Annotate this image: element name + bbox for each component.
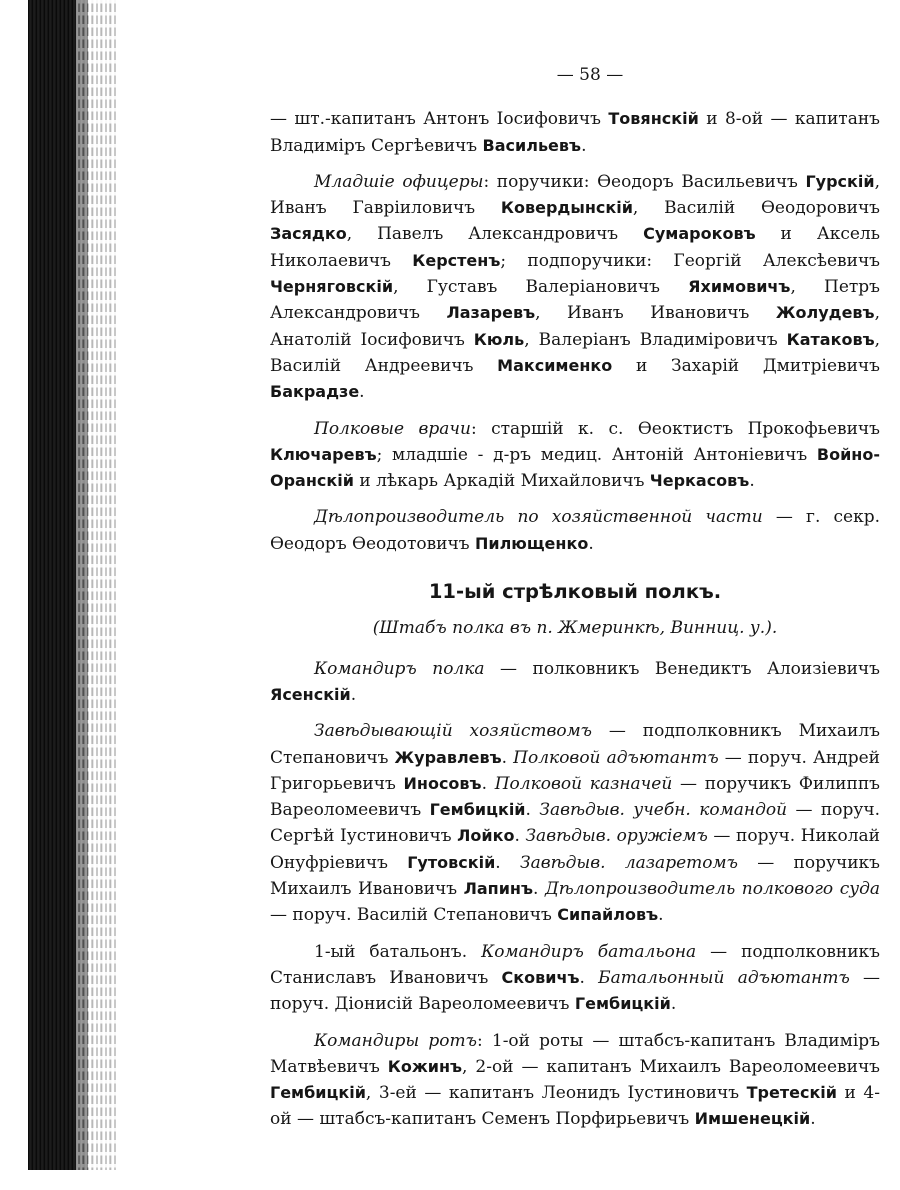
text-run: : поручики: Ѳеодоръ Васильевичъ <box>483 171 806 192</box>
text-run: , Валеріанъ Владиміровичъ <box>524 329 787 350</box>
text-run: . <box>588 533 594 554</box>
text-run: и лѣкарь Аркадій Михайловичъ <box>353 471 650 492</box>
text-run: — поручикъ Филиппъ Вареоломеевичъ <box>270 773 880 821</box>
person-surname: Ключаревъ <box>270 444 377 464</box>
person-surname: Гембицкій <box>270 1083 366 1103</box>
paragraph <box>270 718 880 928</box>
binding-shadow <box>76 0 116 1170</box>
text-run: ; подпоручики: Георгій Алексѣевичъ <box>500 250 880 271</box>
text-run: . <box>495 852 520 873</box>
position-title: Полковой адъютантъ <box>513 747 719 768</box>
person-surname: Жолудевъ <box>775 303 875 323</box>
text-run: — г. секр. Ѳеодоръ Ѳеодотовичъ <box>270 507 880 554</box>
person-surname: Яхимовичъ <box>688 277 791 297</box>
person-surname: Гурскій <box>805 171 875 191</box>
position-title: Младшіе офицеры <box>314 171 484 192</box>
text-run: . <box>579 967 599 988</box>
text-run: . <box>359 382 365 403</box>
text-run: . <box>670 994 677 1015</box>
text-run: — поруч. Діонисій Вареоломеевичъ <box>270 967 881 1015</box>
person-surname: Войно-Оранскій <box>270 444 880 491</box>
position-title: Полковой казначей <box>494 773 673 794</box>
text-run: , Густавъ Валеріановичъ <box>393 277 689 298</box>
person-surname: Иносовъ <box>403 773 482 793</box>
text-run: . <box>501 747 514 768</box>
text-run: . <box>533 879 545 900</box>
position-title: Полковые врачи <box>314 418 471 439</box>
person-surname: Черняговскій <box>270 277 394 297</box>
text-section-regiment <box>270 656 880 1133</box>
person-surname: Третескій <box>746 1083 837 1103</box>
paragraph <box>270 656 880 709</box>
text-run: и Аксель Николаевичъ <box>270 224 880 271</box>
position-title: Завѣдыв. учебн. командой <box>539 800 788 821</box>
person-surname: Лазаревъ <box>446 303 536 323</box>
paragraph <box>270 169 880 406</box>
text-run: 1-ый батальонъ. <box>314 941 482 962</box>
person-surname: Ясенскій <box>270 684 351 704</box>
position-title: Завѣдыв. оружіемъ <box>525 826 708 847</box>
text-run: — поруч. Николай Онуфріевичъ <box>270 826 880 873</box>
person-surname: Черкасовъ <box>649 471 750 491</box>
person-surname: Лойко <box>457 826 515 846</box>
text-run: — полковникъ Венедиктъ Алоизіевичъ <box>484 658 880 679</box>
person-surname: Ковердынскій <box>500 198 633 218</box>
text-run: — поруч. Василій Степановичъ <box>270 905 558 926</box>
text-run: , Павелъ Александровичъ <box>346 224 644 245</box>
text-run: . <box>749 471 755 492</box>
text-run: — подполковникъ Михаилъ Степановичъ <box>270 721 880 768</box>
text-run: . <box>350 684 357 705</box>
person-surname: Сумароковъ <box>643 224 756 244</box>
text-run: — поруч. Андрей Григорьевичъ <box>270 747 880 794</box>
text-run: . <box>581 135 587 156</box>
text-run: и 4-ой — штабсъ-капитанъ Семенъ Порфирьевичъ <box>270 1083 880 1130</box>
position-title: Командиръ полка <box>314 658 485 679</box>
text-run: — поруч. Сергѣй Іустиновичъ <box>270 800 880 847</box>
text-run: , Иванъ Гавріиловичъ <box>270 171 880 219</box>
text-run: , Василій Андреевичъ <box>270 329 880 376</box>
text-run: — поручикъ Михаилъ Ивановичъ <box>270 852 880 900</box>
text-run: : 1-ой роты — штабсъ-капитанъ Владиміръ Матвѣевичъ <box>270 1030 881 1077</box>
person-surname: Максименко <box>497 355 613 375</box>
text-run: . <box>810 1109 816 1130</box>
position-title: Завѣдывающій хозяйствомъ <box>314 721 593 742</box>
position-title: Командиры ротъ <box>314 1030 477 1051</box>
person-surname: Засядко <box>270 224 347 244</box>
text-run: , 2-ой — капитанъ Михаилъ Вареоломеевичъ <box>462 1056 880 1077</box>
page-number: — 58 — <box>556 65 624 85</box>
text-run: . <box>525 800 540 821</box>
paragraph <box>270 106 880 159</box>
position-title: Завѣдыв. лазаретомъ <box>519 852 738 873</box>
position-title: Батальонный адъютантъ <box>598 967 850 988</box>
person-surname: Васильевъ <box>482 135 582 155</box>
paragraph <box>270 504 880 557</box>
document-page <box>270 62 880 1143</box>
text-section-officers <box>270 106 880 557</box>
person-surname: Лапинъ <box>463 879 533 899</box>
person-surname: Катаковъ <box>786 329 875 349</box>
section-title: 11-ый стрѣлковый полкъ. <box>428 580 722 604</box>
person-surname: Гутовскій <box>407 852 496 872</box>
section-subtitle: (Штабъ полка въ п. Жмеринкѣ, Винниц. у.). <box>372 618 778 639</box>
text-run: — шт.-капитанъ Антонъ Іосифовичъ <box>270 109 609 130</box>
text-run: и Захарій Дмитріевичъ <box>612 355 880 376</box>
person-surname: Кожинъ <box>387 1056 463 1076</box>
text-run: . <box>658 905 664 926</box>
position-title: Дѣлопроизводитель по хозяйственной части <box>314 507 763 528</box>
person-surname: Пилющенко <box>474 533 589 553</box>
person-surname: Бакрадзе <box>270 382 360 402</box>
paragraph <box>270 939 880 1018</box>
text-run: . <box>481 773 495 794</box>
person-surname: Сипайловъ <box>557 905 659 925</box>
text-run: : старшій к. с. Ѳеоктистъ Прокофьевичъ <box>470 418 880 439</box>
person-surname: Гембицкій <box>429 800 526 820</box>
position-title: Командиръ батальона <box>481 941 697 962</box>
text-run: и 8-ой — капитанъ Владиміръ Сергѣевичъ <box>270 109 880 156</box>
text-run: — подполковникъ Станиславъ Ивановичъ <box>270 941 881 988</box>
person-surname: Товянскій <box>608 109 699 129</box>
text-run: , 3-ей — капитанъ Леонидъ Іустиновичъ <box>365 1083 747 1104</box>
person-surname: Кюль <box>473 329 525 349</box>
person-surname: Имшенецкій <box>694 1109 811 1129</box>
person-surname: Гембицкій <box>574 994 671 1014</box>
text-run: , Анатолій Іосифовичъ <box>270 303 880 350</box>
text-run: , Иванъ Ивановичъ <box>535 303 776 324</box>
paragraph <box>270 1028 880 1133</box>
text-run: ; младшіе - д-ръ медиц. Антоній Антоніевичъ <box>376 444 817 465</box>
person-surname: Керстенъ <box>412 250 501 270</box>
position-title: Дѣлопроизводитель полкового суда <box>544 879 880 900</box>
text-run: . <box>514 826 526 847</box>
paragraph <box>270 416 880 495</box>
text-run: , Петръ Александровичъ <box>270 277 880 324</box>
text-run: , Василій Ѳеодоровичъ <box>632 198 880 219</box>
person-surname: Сковичъ <box>501 967 580 987</box>
person-surname: Журавлевъ <box>394 747 502 767</box>
